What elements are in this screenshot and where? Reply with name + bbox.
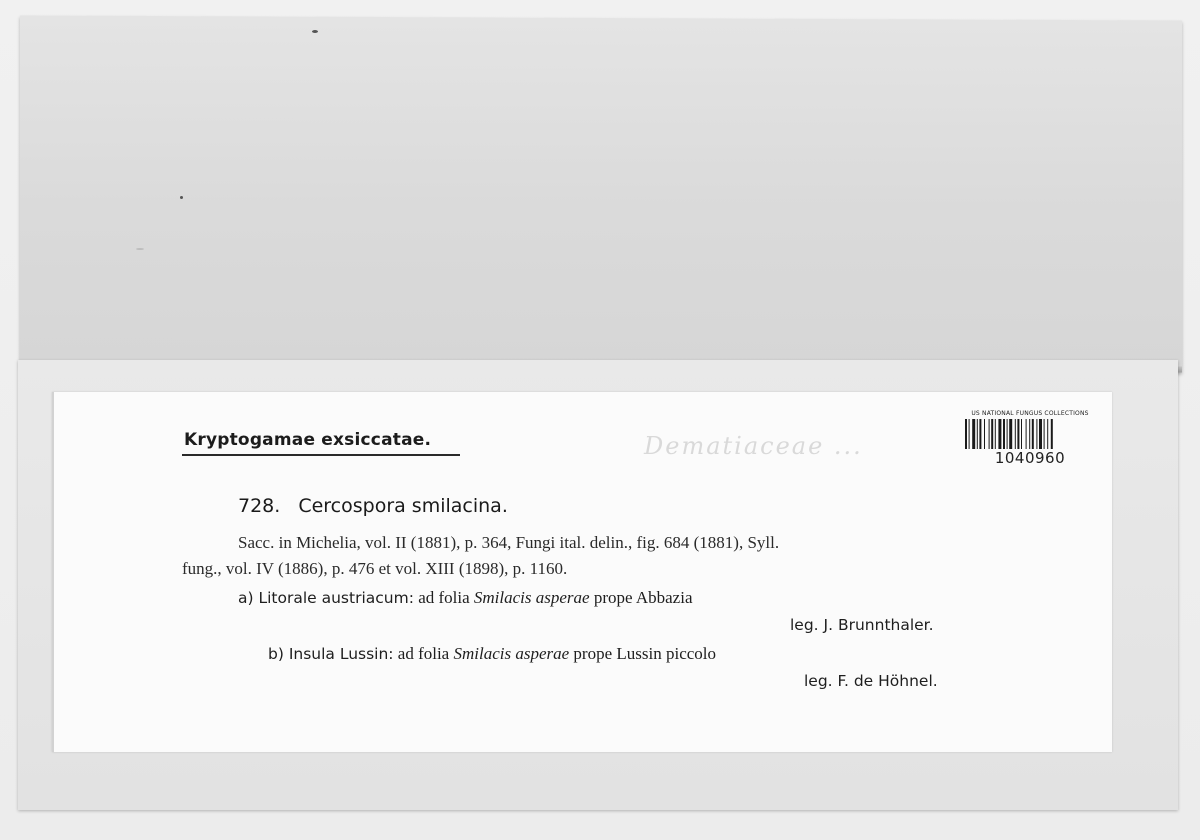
ink-speck <box>312 30 318 33</box>
locality-b <box>268 644 716 664</box>
collector-a: leg. J. Brunnthaler. <box>790 616 934 634</box>
collector-b: leg. F. de Höhnel. <box>804 672 938 690</box>
barcode-block <box>960 410 1100 467</box>
specimen-title <box>238 495 508 517</box>
locality-b-pre: ad folia <box>393 644 454 663</box>
pencil-annotation: Dematiaceae ... <box>644 432 863 460</box>
citation-line-2: fung., vol. IV (1886), p. 476 et vol. XIII (1898), p. 1160. <box>182 559 568 578</box>
locality-a-post: prope Abbazia <box>589 588 693 607</box>
locality-a-key: a) Litorale austriacum: <box>238 589 414 607</box>
series-title: Kryptogamae exsiccatae. <box>184 430 432 450</box>
specimen-label <box>52 392 1112 752</box>
locality-a-host: Smilacis asperae <box>473 588 590 607</box>
locality-b-key: b) Insula Lussin: <box>268 645 394 663</box>
citation-line-1: Sacc. in Michelia, vol. II (1881), p. 364, Fungi ital. delin., fig. 684 (1881), Syll. <box>238 533 780 552</box>
locality-b-post: prope Lussin piccolo <box>569 644 717 663</box>
specimen-name: Cercospora smilacina. <box>298 495 508 517</box>
locality-a <box>238 588 692 608</box>
ink-speck <box>180 196 183 199</box>
series-underline <box>182 454 460 456</box>
citation-text <box>182 530 1062 582</box>
locality-b-host: Smilacis asperae <box>453 644 570 663</box>
ink-speck <box>136 248 144 250</box>
barcode-number: 1040960 <box>994 449 1066 467</box>
barcode-image <box>963 419 1097 449</box>
specimen-number: 728. <box>238 495 281 517</box>
envelope-flap <box>20 15 1182 372</box>
barcode-caption: US NATIONAL FUNGUS COLLECTIONS <box>971 410 1089 417</box>
locality-a-pre: ad folia <box>413 588 474 607</box>
